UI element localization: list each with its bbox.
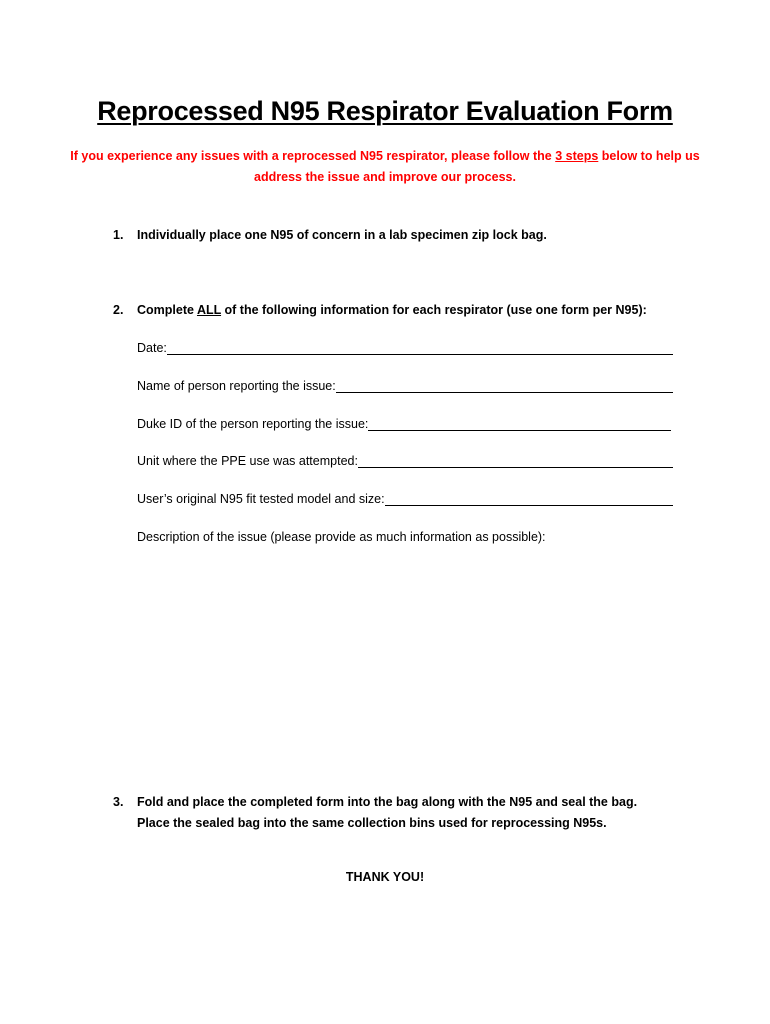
step-2-text-before: Complete — [137, 303, 197, 317]
page-title: Reprocessed N95 Respirator Evaluation Form — [97, 96, 673, 126]
reporter-name-input-line[interactable] — [336, 380, 673, 393]
intro-text-after: below to help us address the issue and improve our process. — [254, 149, 700, 184]
step-2-text-after: of the following information for each respirator (use one form per N95): — [221, 303, 647, 317]
step-3-line-1: Fold and place the completed form into the bag along with the N95 and seal the bag. — [137, 795, 638, 809]
description-label: Description of the issue (please provide as much information as possible): — [137, 530, 546, 544]
n95-model-field[interactable] — [137, 491, 673, 507]
date-label: Date: — [137, 341, 167, 355]
step-1-text: Individually place one N95 of concern in a lab specimen zip lock bag. — [137, 228, 547, 242]
step-2-number: 2. — [113, 303, 124, 317]
step-2-text — [137, 300, 693, 321]
intro-steps-highlight: 3 steps — [555, 149, 599, 163]
reporter-name-field[interactable] — [137, 378, 673, 394]
duke-id-field[interactable] — [137, 416, 671, 432]
step-2 — [113, 300, 693, 321]
step-3 — [113, 792, 693, 834]
thank-you-text: THANK YOU! — [345, 870, 425, 884]
duke-id-label: Duke ID of the person reporting the issue: — [137, 417, 369, 431]
step-3-text — [137, 792, 693, 834]
intro-instructions — [60, 146, 710, 188]
step-3-line-2: Place the sealed bag into the same collection bins used for reprocessing N95s. — [137, 816, 607, 830]
duke-id-input-line[interactable] — [368, 418, 671, 431]
date-field[interactable] — [137, 340, 673, 356]
description-input-area[interactable] — [137, 550, 673, 775]
n95-model-input-line[interactable] — [385, 493, 673, 506]
step-2-emphasis: ALL — [196, 303, 222, 317]
step-1 — [113, 225, 693, 246]
n95-model-label: User’s original N95 fit tested model and size: — [137, 492, 385, 506]
step-3-number: 3. — [113, 795, 124, 809]
unit-field[interactable] — [137, 453, 673, 469]
reporter-name-label: Name of person reporting the issue: — [137, 379, 336, 393]
unit-input-line[interactable] — [358, 455, 673, 468]
unit-label: Unit where the PPE use was attempted: — [137, 454, 358, 468]
date-input-line[interactable] — [167, 342, 673, 355]
intro-text-before: If you experience any issues with a reprocessed N95 respirator, please follow the — [70, 149, 556, 163]
step-1-number: 1. — [113, 228, 124, 242]
